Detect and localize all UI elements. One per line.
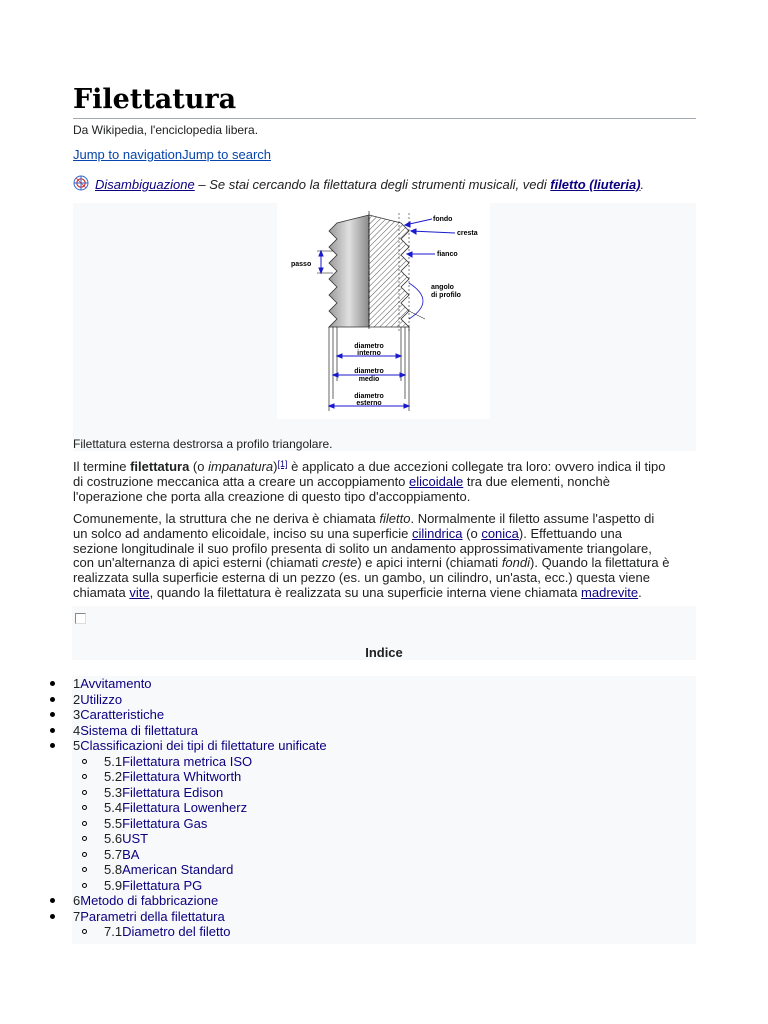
toc-item[interactable] xyxy=(73,692,122,707)
toc-subitem-circle xyxy=(82,790,87,795)
toc-subitem[interactable] xyxy=(104,862,233,877)
figure-caption: Filettatura esterna destrorsa a profilo triangolare. xyxy=(73,437,333,451)
intro-line-1: Il termine filettatura (o impanatura)[1] è applicato a due accezioni collegate tra loro: ovvero indica il tipo xyxy=(73,459,666,474)
label-cresta: cresta xyxy=(457,230,478,237)
desc-line-2: un solco ad andamento elicoidale, inciso su una superficie cilindrica (o conica). Effettuando una xyxy=(73,525,623,541)
label-diametro-medio-2: medio xyxy=(358,376,380,383)
label-fondo: fondo xyxy=(433,216,453,223)
toc-subitem-circle xyxy=(82,929,87,934)
toc-subitem-circle xyxy=(82,836,87,841)
toc-item-label: Parametri della filettatura xyxy=(80,908,225,924)
toc-subitem[interactable] xyxy=(104,816,207,831)
toc-subitem[interactable] xyxy=(104,769,241,784)
toc-item-number: 5.4 xyxy=(104,800,123,815)
cilindrica-link[interactable]: cilindrica xyxy=(411,525,463,541)
toc-item-number: 7 xyxy=(73,908,81,924)
toc-subitem[interactable] xyxy=(104,847,139,862)
toc-item[interactable] xyxy=(73,909,225,924)
toc-subitem-circle xyxy=(82,883,87,888)
label-di-profilo: di profilo xyxy=(431,292,461,299)
toc-subitem[interactable] xyxy=(104,831,148,846)
toc-subitem[interactable] xyxy=(104,878,202,893)
label-diametro-interno-1: diametro xyxy=(354,343,384,350)
toc-item[interactable] xyxy=(73,707,164,722)
toc-item-label: American Standard xyxy=(122,862,234,877)
toc-subitem[interactable] xyxy=(104,924,230,939)
page-title: Filettatura xyxy=(73,84,237,115)
toc-item-label: Filettatura Gas xyxy=(122,815,208,831)
toc-item[interactable] xyxy=(73,723,198,738)
label-passo: passo xyxy=(291,261,312,268)
toc-item-label: Metodo di fabbricazione xyxy=(80,893,219,908)
toc-item-bullet xyxy=(50,743,55,748)
desc-line-4: con un'alternanza di apici esterni (chiamati creste) e apici interni (chiamati fondi). Quando la filettatura è xyxy=(73,555,670,571)
toc-subitem[interactable] xyxy=(104,785,223,800)
toc-item-bullet xyxy=(50,728,55,733)
reference-1-link[interactable]: [1] xyxy=(277,459,288,469)
toc-item-label: Avvitamento xyxy=(80,676,152,691)
desc-line-5: realizzata sulla superficie esterna di un pezzo (es. un gambo, un cilindro, un'asta, ecc.) questa viene xyxy=(73,570,650,586)
toc-item-number: 2 xyxy=(73,691,81,707)
toc-item-label: Filettatura metrica ISO xyxy=(122,753,253,769)
filetto-liuteria-link[interactable]: filetto (liuteria) xyxy=(550,177,641,192)
toc-item-number: 5.1 xyxy=(104,753,123,769)
toc-item-label: Filettatura Edison xyxy=(122,784,224,800)
toc-subitem[interactable] xyxy=(104,800,247,815)
toc-item-label: Caratteristiche xyxy=(80,707,165,722)
toc-item-number: 5.6 xyxy=(104,831,123,846)
toc-item-label: Sistema di filettatura xyxy=(80,722,199,738)
toc-item-number: 6 xyxy=(73,893,81,908)
desc-line-6: chiamata vite, quando la filettatura è realizzata su una superficie interna viene chiamata madrevite. xyxy=(73,584,642,600)
toc-subitem-circle xyxy=(82,852,87,857)
conica-link[interactable]: conica xyxy=(481,525,519,541)
toc-item-label: Diametro del filetto xyxy=(122,924,231,939)
toc-item-bullet xyxy=(50,914,55,919)
toc-subitem-circle xyxy=(82,774,87,779)
toc-item-label: Filettatura PG xyxy=(122,877,203,893)
desc-line-3: sezione longitudinale il suo profilo presenta di solito un andamento approssimativamente triangolare, xyxy=(73,540,652,556)
toc-item-label: Filettatura Whitworth xyxy=(122,769,242,784)
hatnote-end: . xyxy=(640,177,645,192)
jump-to-search-link[interactable]: Jump to search xyxy=(182,147,271,162)
hatnote-text: – Se stai cercando la filettatura degli strumenti musicali, vedi xyxy=(194,177,551,192)
label-angolo: angolo xyxy=(431,284,454,291)
toc-item-number: 5.3 xyxy=(104,784,123,800)
toc-item-number: 5.8 xyxy=(104,862,123,877)
toc-item-number: 5.2 xyxy=(104,769,123,784)
toc-subitem[interactable] xyxy=(104,754,252,769)
toc-item-number: 1 xyxy=(73,676,81,691)
vite-link[interactable]: vite xyxy=(129,584,150,600)
toc-item-label: Classificazioni dei tipi di filettature unificate xyxy=(80,738,327,753)
toc-item-bullet xyxy=(50,898,55,903)
toc-item-label: BA xyxy=(122,846,140,862)
toc-item-bullet xyxy=(50,712,55,717)
disambiguation-link[interactable]: Disambiguazione xyxy=(95,177,195,192)
label-diametro-esterno-2: esterno xyxy=(356,400,382,407)
tagline: Da Wikipedia, l'enciclopedia libera. xyxy=(73,123,259,137)
toc-item[interactable] xyxy=(73,738,327,753)
toc-item[interactable] xyxy=(73,893,218,908)
toc-item-number: 4 xyxy=(73,722,81,738)
label-fianco: fianco xyxy=(437,251,458,258)
toc-item-number: 5.7 xyxy=(104,846,123,862)
toc-header xyxy=(72,606,696,660)
label-diametro-medio-1: diametro xyxy=(354,368,384,375)
toc-subitem-circle xyxy=(82,867,87,872)
toc-subitem-circle xyxy=(82,821,87,826)
toc-item-bullet xyxy=(50,681,55,686)
thread-figure xyxy=(73,203,696,451)
toc-item-number: 5.9 xyxy=(104,877,123,893)
intro-line-3: l'operazione che porta alla creazione di questo tipo d'accoppiamento. xyxy=(73,488,471,504)
toc-toggle-checkbox[interactable] xyxy=(75,613,86,624)
toc-item-bullet xyxy=(50,697,55,702)
toc-item-number: 5 xyxy=(73,738,81,753)
jump-links xyxy=(73,147,271,162)
elicoidale-link[interactable]: elicoidale xyxy=(409,473,464,489)
label-diametro-esterno-1: diametro xyxy=(354,393,384,400)
toc-subitem-circle xyxy=(82,805,87,810)
toc-title: Indice xyxy=(365,645,403,660)
thread-profile-diagram xyxy=(277,203,490,419)
title-divider xyxy=(73,118,696,119)
label-diametro-interno-2: interno xyxy=(357,350,381,357)
madrevite-link[interactable]: madrevite xyxy=(581,584,639,600)
toc-item-number: 3 xyxy=(73,707,81,722)
toc-item-number: 5.5 xyxy=(104,815,123,831)
intro-line-2: di costruzione meccanica atta a creare un accoppiamento elicoidale tra due elementi, nonchè xyxy=(73,473,610,489)
toc-item-label: UST xyxy=(122,831,149,846)
intro-paragraph xyxy=(73,460,701,504)
toc-item[interactable] xyxy=(73,676,152,691)
toc-item-number: 7.1 xyxy=(104,924,123,939)
disambiguation-icon xyxy=(73,175,89,191)
toc-item-label: Filettatura Lowenherz xyxy=(122,800,248,815)
thread-diagram-image[interactable] xyxy=(277,203,490,419)
jump-to-navigation-link[interactable]: Jump to navigation xyxy=(73,147,183,162)
description-paragraph xyxy=(73,512,701,601)
toc-subitem-circle xyxy=(82,759,87,764)
toc-item-label: Utilizzo xyxy=(80,691,123,707)
desc-line-1: Comunemente, la struttura che ne deriva è chiamata filetto. Normalmente il filetto assume l'aspetto di xyxy=(73,511,655,526)
